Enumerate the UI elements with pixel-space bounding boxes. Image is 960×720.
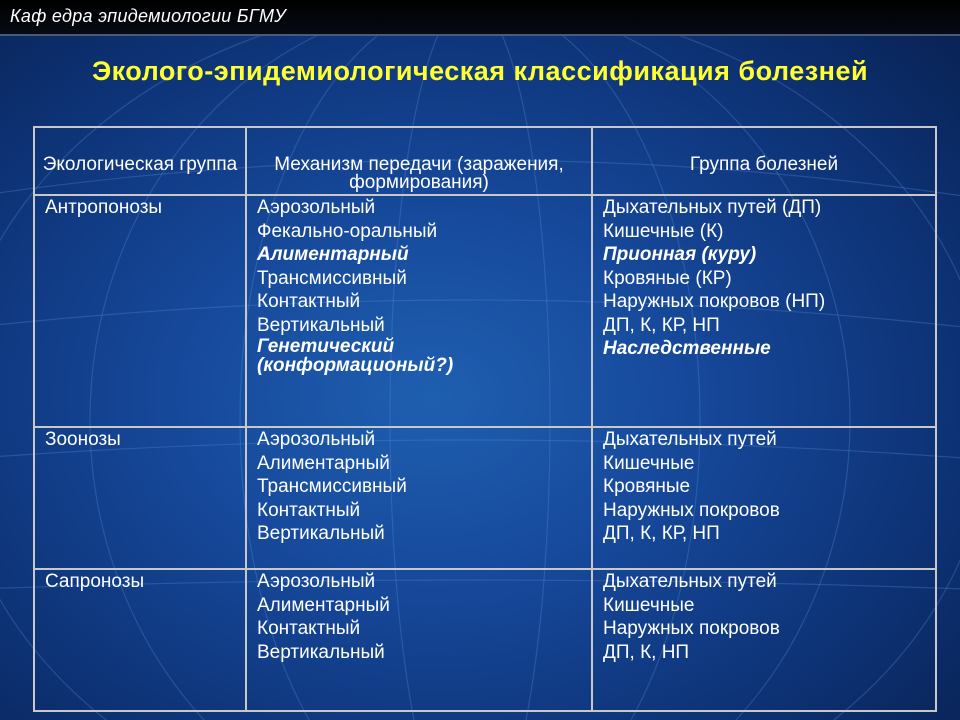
group-name: Сапронозы — [45, 571, 145, 592]
mechanism-item: Алиментарный — [257, 244, 409, 265]
disease-item: Наружных покровов — [603, 618, 780, 639]
table-header-row — [34, 127, 936, 195]
mechanism-item: Трансмиссивный — [257, 267, 407, 289]
mechanism-cell — [246, 427, 592, 569]
disease-item: Прионная (куру) — [603, 244, 757, 265]
mechanism-item: Контактный — [257, 291, 361, 312]
disease-item: ДП, К, НП — [603, 641, 690, 663]
table-row — [34, 195, 936, 427]
mechanism-item: Трансмиссивный — [257, 476, 407, 497]
group-name: Антропонозы — [45, 197, 163, 218]
mechanism-cell — [246, 195, 592, 427]
mechanism-item: Аэрозольный — [257, 197, 376, 218]
disease-item: Кровяные — [603, 476, 691, 497]
slide-title: Эколого-эпидемиологическая классификация болезней — [91, 56, 869, 86]
disease-item: Кишечные — [603, 452, 695, 474]
disease-item: Наружных покровов — [603, 499, 780, 521]
mechanism-item: Вертикальный — [257, 641, 385, 663]
group-cell — [34, 195, 246, 427]
disease-cell — [592, 427, 936, 569]
disease-item: Кровяные (КР) — [603, 267, 732, 289]
header-bar — [0, 0, 960, 36]
group-name: Зоонозы — [45, 429, 121, 450]
department-label: Каф едра эпидемиологии БГМУ — [10, 6, 287, 26]
disease-item: Дыхательных путей (ДП) — [603, 197, 822, 218]
disease-item: Дыхательных путей — [603, 429, 777, 450]
disease-item: Кишечные (К) — [603, 220, 724, 242]
disease-item: ДП, К, КР, НП — [603, 314, 720, 336]
column-header-disease-group: Группа болезней — [592, 127, 936, 195]
mechanism-item: Фекально-оральный — [257, 220, 438, 242]
mechanism-item: Алиментарный — [257, 594, 390, 616]
column-header-ecological-group: Экологическая группа — [34, 127, 246, 195]
mechanism-item: Генетический — [257, 336, 395, 357]
column-header-mechanism: Механизм передачи (заражения, формирования) — [246, 127, 592, 195]
mechanism-item: Аэрозольный — [257, 571, 376, 592]
disease-item: Наружных покровов (НП) — [603, 291, 826, 312]
classification-table — [33, 126, 937, 712]
disease-item: Наследственные — [603, 338, 771, 359]
disease-item: Дыхательных путей — [603, 571, 777, 592]
disease-cell — [592, 569, 936, 711]
table-row — [34, 427, 936, 569]
disease-cell — [592, 195, 936, 427]
group-cell — [34, 427, 246, 569]
mechanism-item: Контактный — [257, 618, 361, 639]
mechanism-item: Алиментарный — [257, 452, 390, 474]
disease-item: Кишечные — [603, 594, 695, 616]
mechanism-cell — [246, 569, 592, 711]
group-cell — [34, 569, 246, 711]
table-row — [34, 569, 936, 711]
mechanism-item: Вертикальный — [257, 314, 385, 336]
mechanism-item: Вертикальный — [257, 523, 385, 544]
mechanism-item: Контактный — [257, 499, 361, 521]
mechanism-item: (конформационый?) — [257, 355, 454, 376]
mechanism-item: Аэрозольный — [257, 429, 376, 450]
disease-item: ДП, К, КР, НП — [603, 523, 720, 544]
